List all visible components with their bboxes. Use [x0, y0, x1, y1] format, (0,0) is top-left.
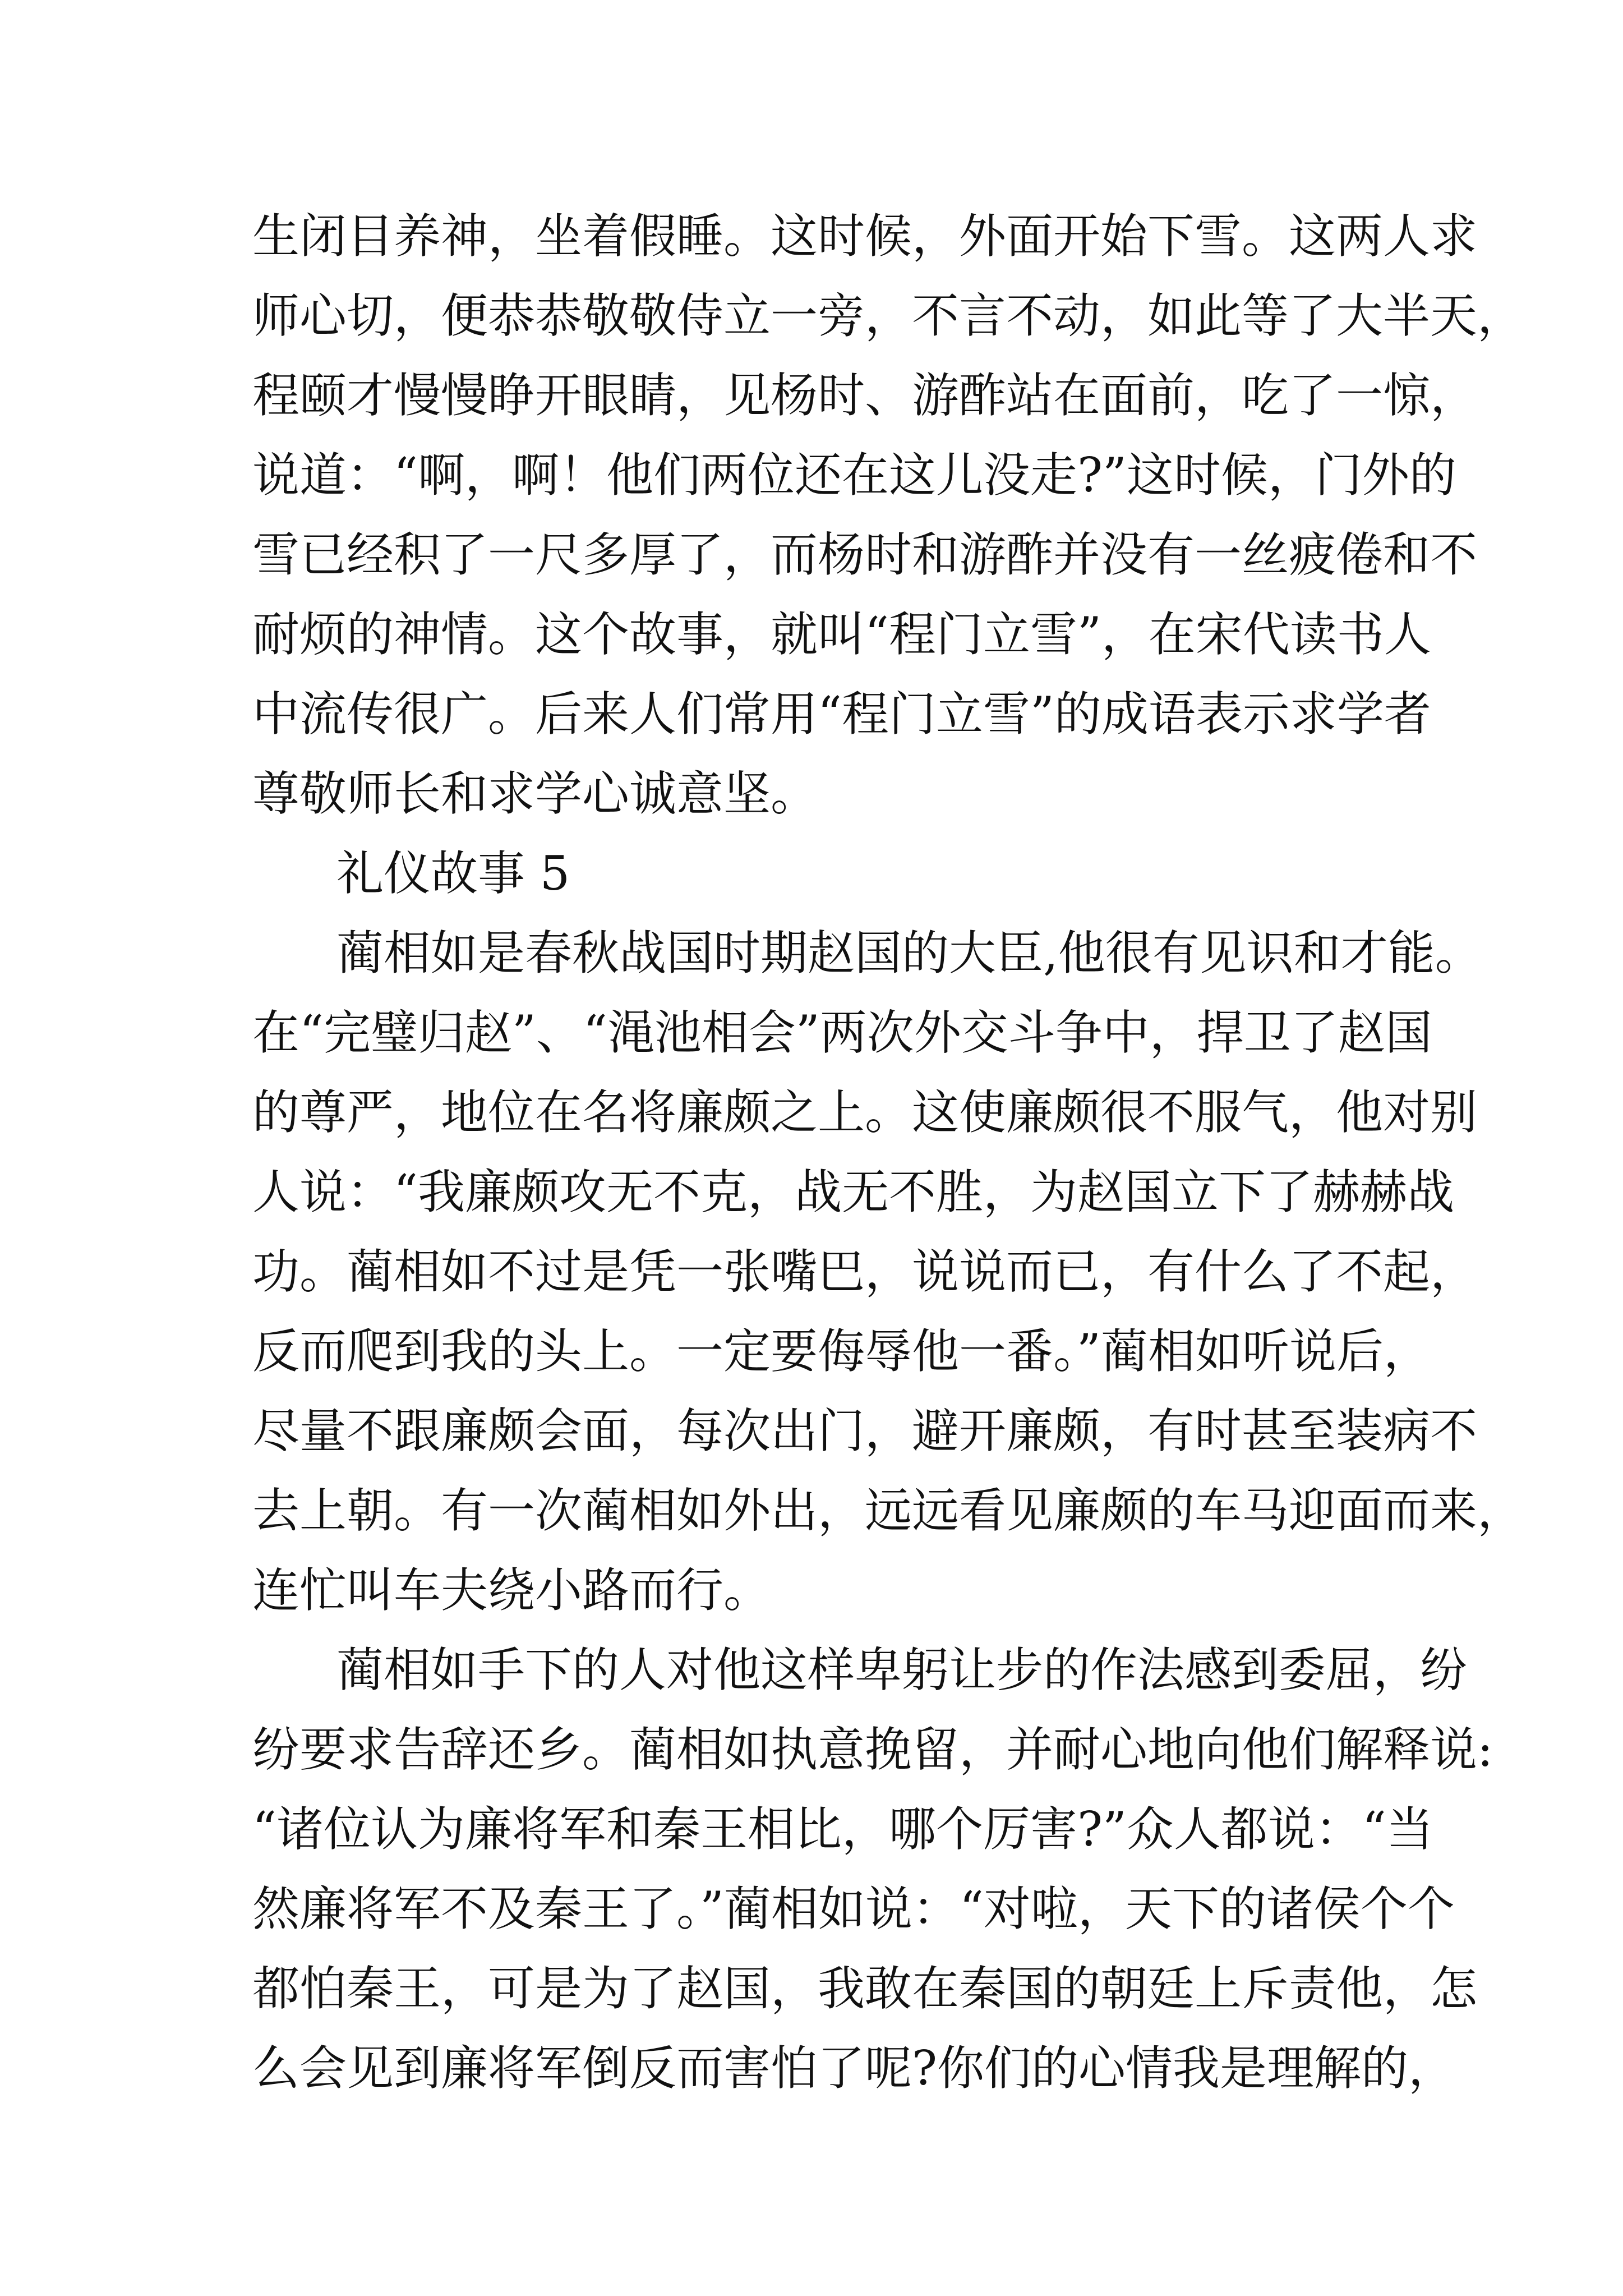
text-line: 都怕秦王，可是为了赵国，我敢在秦国的朝廷上斥责他，怎 [252, 1961, 1478, 2016]
text-line: 程颐才慢慢睁开眼睛，见杨时、游酢站在面前，吃了一惊， [252, 368, 1478, 423]
text-line: 在“完璧归赵”、“渑池相会”两次外交斗争中，捍卫了赵国 [252, 1005, 1432, 1060]
text-line: 连忙叫车夫绕小路而行。 [252, 1563, 771, 1618]
text-line: 说道：“啊，啊！他们两位还在这儿没走?”这时候，门外的 [252, 448, 1456, 503]
text-line: 去上朝。有一次蔺相如外出，远远看见廉颇的车马迎面而来， [252, 1483, 1525, 1538]
text-line: 生闭目养神，坐着假睡。这时候，外面开始下雪。这两人求 [252, 209, 1478, 264]
text-line: 耐烦的神情。这个故事，就叫“程门立雪”，在宋代读书人 [252, 607, 1431, 662]
text-line: 然廉将军不及秦王了。”蔺相如说：“对啦，天下的诸侯个个 [252, 1881, 1455, 1936]
text-line: 蔺相如是春秋战国时期赵国的大臣,他很有见识和才能。 [336, 926, 1482, 981]
text-line: 雪已经积了一尺多厚了，而杨时和游酢并没有一丝疲倦和不 [252, 527, 1478, 582]
text-line: 纷要求告辞还乡。蔺相如执意挽留，并耐心地向他们解释说: [252, 1722, 1493, 1777]
text-line: 么会见到廉将军倒反而害怕了呢?你们的心情我是理解的， [252, 2041, 1456, 2096]
text-line: 师心切，便恭恭敬敬侍立一旁，不言不动，如此等了大半天， [252, 288, 1525, 343]
text-line: “诸位认为廉将军和秦王相比，哪个厉害?”众人都说：“当 [252, 1802, 1433, 1857]
text-line: 中流传很广。后来人们常用“程门立雪”的成语表示求学者 [252, 687, 1431, 742]
text-line: 的尊严，地位在名将廉颇之上。这使廉颇很不服气，他对别 [252, 1085, 1478, 1140]
section-heading: 礼仪故事 5 [336, 846, 570, 901]
text-line: 反而爬到我的头上。一定要侮辱他一番。”蔺相如听说后， [252, 1324, 1431, 1379]
text-line: 尽量不跟廉颇会面，每次出门，避开廉颇，有时甚至装病不 [252, 1404, 1478, 1458]
text-line: 功。蔺相如不过是凭一张嘴巴，说说而已，有什么了不起， [252, 1244, 1478, 1299]
text-line: 人说：“我廉颇攻无不克，战无不胜，为赵国立下了赫赫战 [252, 1165, 1454, 1220]
text-line: 蔺相如手下的人对他这样卑躬让步的作法感到委屈，纷 [336, 1642, 1468, 1697]
text-line: 尊敬师长和求学心诚意坚。 [252, 766, 818, 821]
